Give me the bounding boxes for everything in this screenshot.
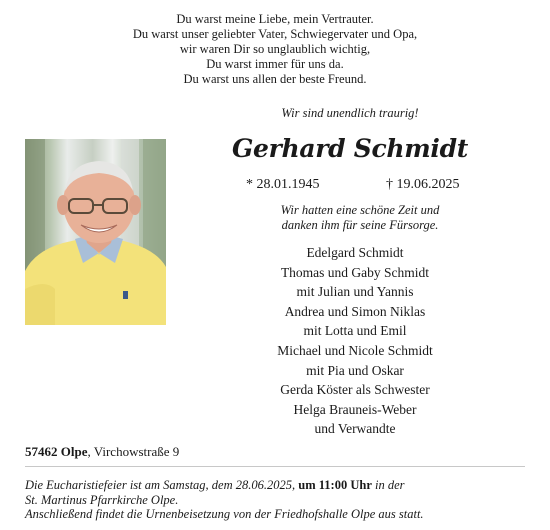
poem-line: Du warst unser geliebter Vater, Schwiegervater und Opa, [132, 27, 418, 41]
mourner-line: mit Pia und Oskar [306, 362, 404, 378]
poem-line: Du warst meine Liebe, mein Vertrauter. [176, 12, 374, 26]
birth-date: * 28.01.1945 [246, 177, 320, 192]
mourner-line: mit Lotta und Emil [303, 323, 407, 339]
divider [25, 466, 525, 467]
quote [200, 203, 520, 233]
poem-line: wir waren Dir so unglaublich wichtig, [179, 42, 371, 56]
portrait-illustration [25, 139, 166, 325]
address [25, 444, 179, 460]
address-street: , Virchowstraße 9 [87, 444, 180, 459]
sad-line: Wir sind unendlich traurig! [281, 106, 419, 120]
mourner-line: Helga Brauneis-Weber [293, 401, 417, 417]
address-city: 57462 Olpe [25, 444, 88, 459]
poem [0, 12, 550, 87]
mourner-line: Michael und Nicole Schmidt [277, 342, 433, 358]
service-line-2: St. Martinus Pfarrkirche Olpe. [25, 492, 179, 507]
portrait-photo [25, 139, 166, 325]
service-line-3: Anschließend findet die Urnenbeisetzung von der Friedhofshalle Olpe aus statt. [25, 507, 424, 521]
poem-line: Du warst immer für uns da. [206, 57, 344, 71]
mourner-line: Edelgard Schmidt [306, 245, 404, 260]
mourner-line: Gerda Köster als Schwester [280, 382, 430, 398]
quote-line: Wir hatten eine schöne Zeit und [280, 203, 440, 217]
poem-line: Du warst uns allen der beste Freund. [183, 72, 367, 86]
mourner-line: und Verwandte [314, 421, 396, 437]
mourners-list [200, 243, 510, 439]
service-line-1 [25, 478, 535, 493]
service-notice [25, 478, 535, 522]
service-text: in der [371, 478, 405, 492]
death-date: † 19.06.2025 [386, 177, 460, 192]
deceased-name: Gerhard Schmidt [231, 134, 469, 163]
service-time: um 11:00 Uhr [298, 478, 372, 492]
service-text: Die Eucharistiefeier ist am Samstag, dem 28.06.2025, [25, 478, 299, 492]
mourner-line: Thomas und Gaby Schmidt [280, 264, 430, 280]
mourner-line: Andrea und Simon Niklas [284, 303, 426, 319]
mourner-line: mit Julian und Yannis [296, 284, 414, 300]
quote-line: danken ihm für seine Fürsorge. [281, 218, 439, 232]
